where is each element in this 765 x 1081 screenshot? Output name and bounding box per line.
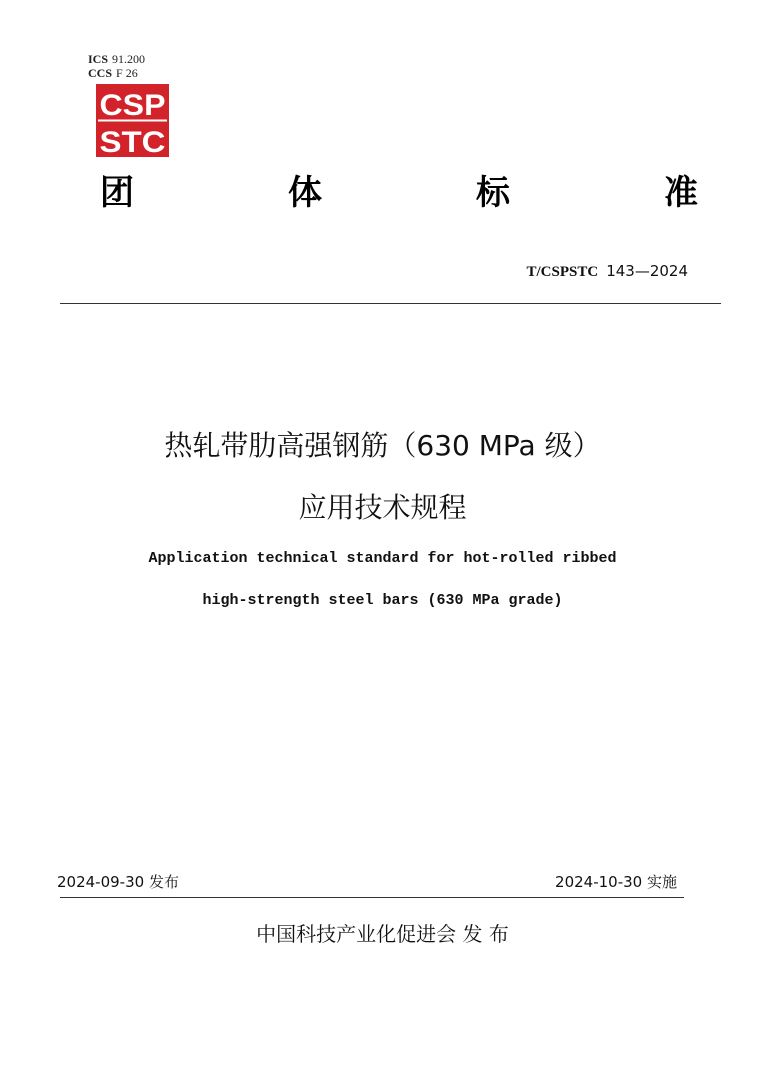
standard-number-prefix: T/CSPSTC <box>526 264 599 280</box>
ccs-label: CCS <box>88 66 113 80</box>
bottom-divider <box>60 897 684 898</box>
ccs-code-line <box>88 66 145 80</box>
ics-label: ICS <box>88 52 109 66</box>
standard-type-char: 团 <box>100 173 134 213</box>
standard-type-char: 标 <box>476 173 510 213</box>
title-en-line1: Application technical standard for hot-rolled ribbed <box>148 550 617 567</box>
issue-date: 2024-09-30 发布 <box>57 873 179 891</box>
top-divider <box>60 303 721 304</box>
standard-number <box>526 261 688 282</box>
publisher: 中国科技产业化促进会 发 布 <box>256 922 509 946</box>
logo-text-top: CSP <box>99 89 166 122</box>
title-cn-line2: 应用技术规程 <box>298 491 467 524</box>
ics-code-line <box>88 52 145 66</box>
standard-type-heading <box>100 170 698 220</box>
implementation-date: 2024-10-30 实施 <box>555 873 677 891</box>
ics-code: 91.200 <box>112 52 146 66</box>
standard-number-value: 143—2024 <box>606 262 688 280</box>
standard-type-char: 体 <box>288 173 322 213</box>
title-cn-line1: 热轧带肋高强钢筋（630 MPa 级） <box>164 429 601 462</box>
cspstc-logo-mark <box>96 84 169 157</box>
cspstc-logo <box>96 84 169 157</box>
title-en-line2: high-strength steel bars (630 MPa grade) <box>202 592 563 609</box>
standard-type-char: 准 <box>664 173 698 213</box>
classification-codes <box>88 52 145 80</box>
logo-text-bottom: STC <box>99 126 166 157</box>
ccs-code: F 26 <box>116 66 138 80</box>
